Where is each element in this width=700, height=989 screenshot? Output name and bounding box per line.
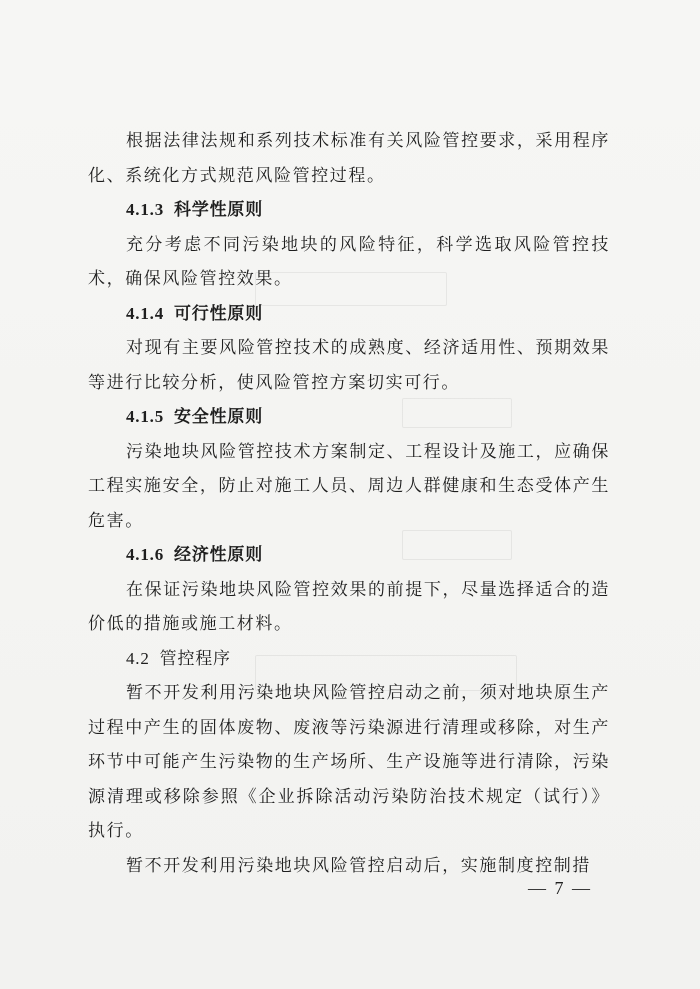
section-number: 4.1.4 (126, 303, 164, 323)
section-heading (88, 193, 610, 228)
body-paragraph: 暂不开发利用污染地块风险管控启动之前，须对地块原生产过程中产生的固体废物、废液等污染源进行清理或移除，对生产环节中可能产生污染物的生产场所、生产设施等进行清除，污染源清理或移除参照《企业拆除活动污染防治技术规定（试行）》执行。 (88, 683, 610, 841)
body-paragraph: 根据法律法规和系列技术标准有关风险管控要求，采用程序化、系统化方式规范风险管控过程。 (88, 131, 610, 186)
section-title: 安全性原则 (174, 407, 263, 427)
section-number: 4.1.5 (126, 407, 164, 426)
section-heading (88, 400, 610, 435)
section-title: 经济性原则 (174, 545, 263, 565)
section-title: 科学性原则 (174, 200, 263, 220)
section-title: 管控程序 (159, 648, 231, 669)
body-paragraph: 污染地块风险管控技术方案制定、工程设计及施工，应确保工程实施安全，防止对施工人员、周边人群健康和生态受体产生危害。 (88, 441, 610, 531)
body-paragraph: 在保证污染地块风险管控效果的前提下，尽量选择适合的造价低的措施或施工材料。 (88, 579, 610, 634)
page-number: — 7 — (528, 878, 592, 898)
section-heading (88, 538, 610, 573)
document-body (88, 124, 610, 883)
body-paragraph: 充分考虑不同污染地块的风险特征，科学选取风险管控技术，确保风险管控效果。 (88, 234, 610, 289)
section-heading (88, 297, 610, 332)
section-title: 可行性原则 (174, 303, 263, 324)
section-number: 4.1.6 (126, 545, 164, 564)
body-paragraph: 暂不开发利用污染地块风险管控启动后，实施制度控制措 (126, 855, 591, 876)
section-heading (88, 642, 610, 677)
body-paragraph: 对现有主要风险管控技术的成熟度、经济适用性、预期效果等进行比较分析，使风险管控方案切实可行。 (88, 338, 610, 393)
section-number: 4.1.3 (126, 200, 164, 219)
section-number: 4.2 (126, 648, 150, 668)
